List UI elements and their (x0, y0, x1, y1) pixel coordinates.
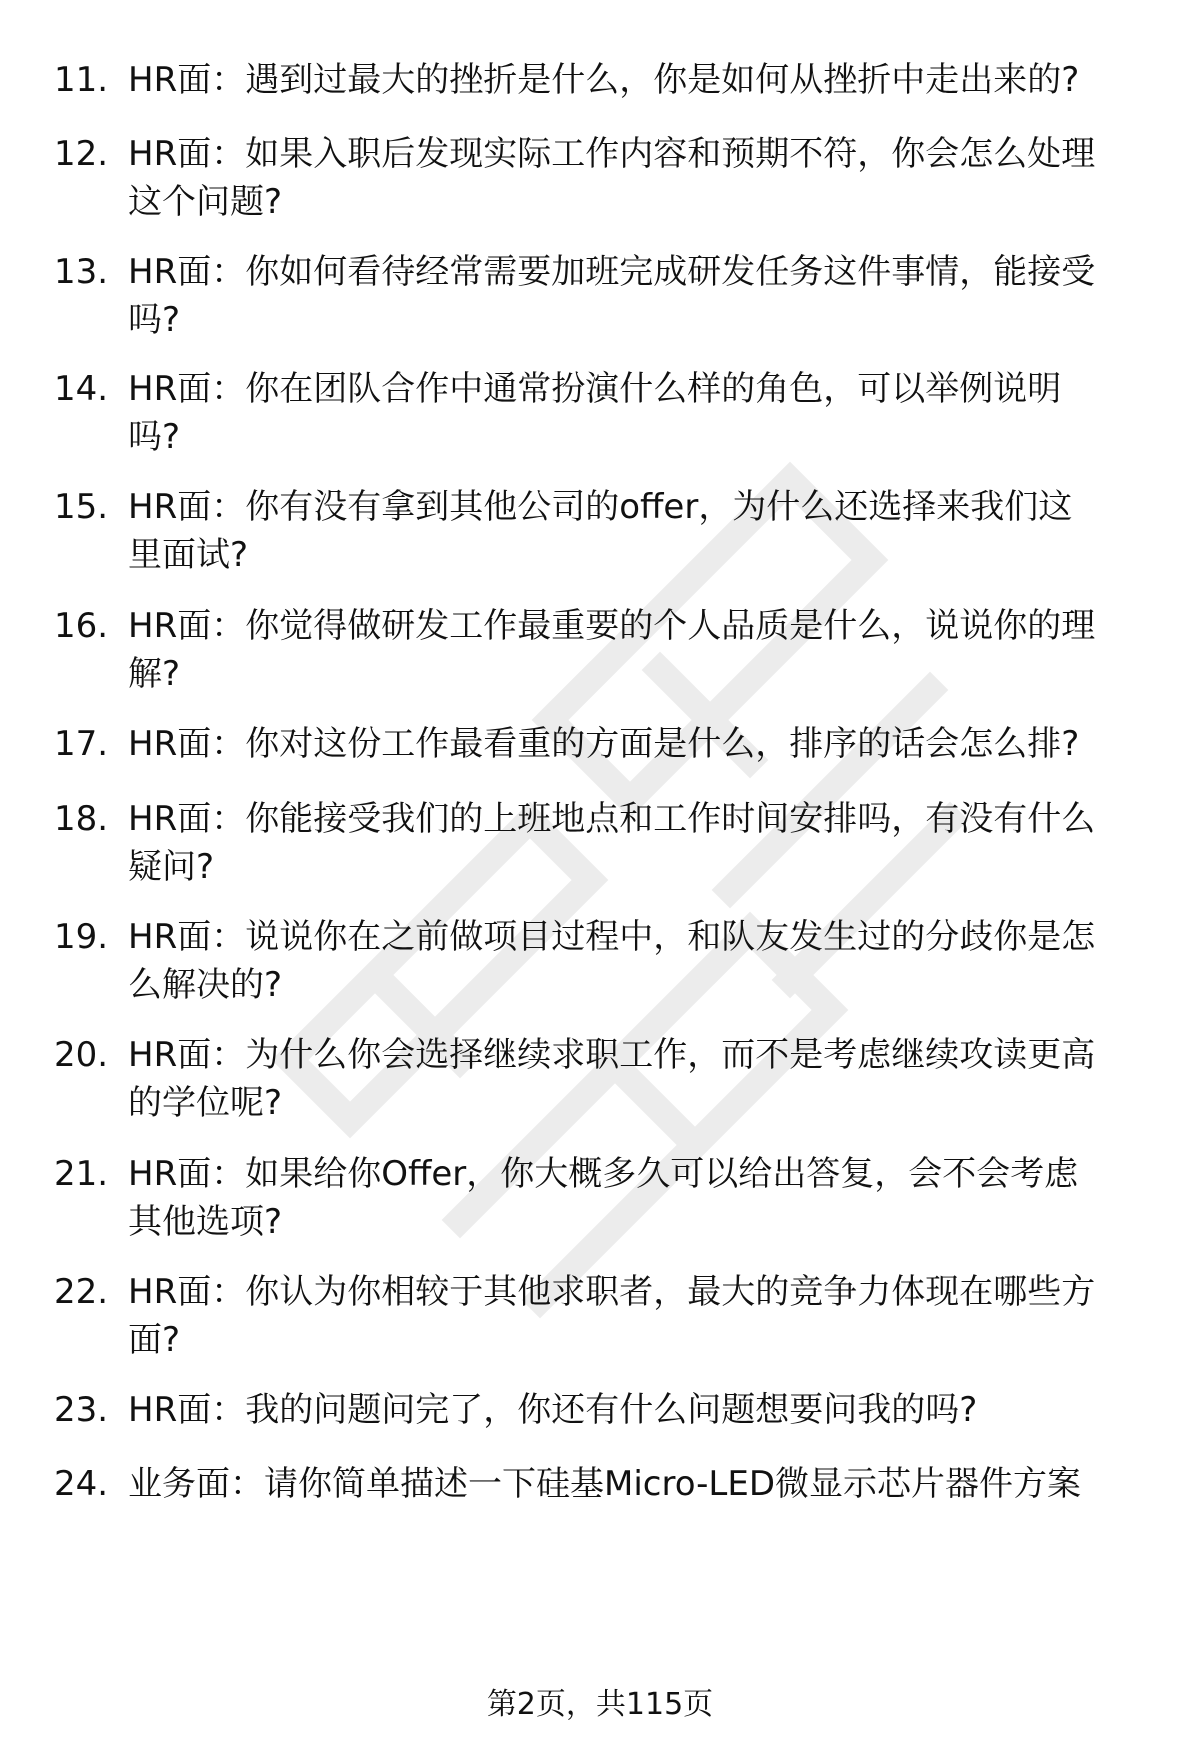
question-number: 12. (54, 134, 109, 174)
question-line: 业务面：请你简单描述一下硅基Micro-LED微显示芯片器件方案 (128, 1464, 1082, 1504)
question-number: 14. (54, 369, 109, 409)
question-line: 里面试? (128, 535, 249, 575)
question-number: 19. (54, 917, 109, 957)
question-text (128, 130, 1160, 226)
question-line: HR面：为什么你会选择继续求职工作，而不是考虑继续攻读更高 (128, 1035, 1096, 1075)
question-line: HR面：如果给你Offer，你大概多久可以给出答复，会不会考虑 (128, 1154, 1079, 1194)
question-text (128, 1386, 1160, 1434)
question-line: HR面：你认为你相较于其他求职者，最大的竞争力体现在哪些方 (128, 1272, 1096, 1312)
question-line: HR面：你在团队合作中通常扮演什么样的角色，可以举例说明 (128, 369, 1062, 409)
question-line: 解? (128, 654, 181, 694)
question-text (128, 1268, 1160, 1364)
question-line: HR面：说说你在之前做项目过程中，和队友发生过的分歧你是怎 (128, 917, 1096, 957)
question-line: 的学位呢? (128, 1083, 283, 1123)
question-text (128, 1150, 1160, 1246)
question-line: HR面：如果入职后发现实际工作内容和预期不符，你会怎么处理 (128, 134, 1096, 174)
question-text (128, 720, 1160, 768)
question-number: 18. (54, 799, 109, 839)
question-line: 其他选项? (128, 1202, 283, 1242)
question-line: HR面：你觉得做研发工作最重要的个人品质是什么，说说你的理 (128, 606, 1096, 646)
question-text (128, 56, 1160, 104)
question-text (128, 795, 1160, 891)
question-number: 15. (54, 487, 109, 527)
question-number: 22. (54, 1272, 109, 1312)
question-text (128, 1460, 1160, 1508)
question-line: 这个问题? (128, 182, 283, 222)
page-number-label: 第2页，共115页 (486, 1687, 714, 1722)
question-line: 吗? (128, 417, 181, 457)
question-text (128, 483, 1160, 579)
question-number: 16. (54, 606, 109, 646)
question-number: 20. (54, 1035, 109, 1075)
question-line: HR面：你如何看待经常需要加班完成研发任务这件事情，能接受 (128, 252, 1096, 292)
question-number: 24. (54, 1464, 109, 1504)
question-number: 23. (54, 1390, 109, 1430)
question-line: 么解决的? (128, 965, 283, 1005)
question-line: HR面：遇到过最大的挫折是什么，你是如何从挫折中走出来的? (128, 60, 1080, 100)
question-number: 21. (54, 1154, 109, 1194)
question-line: 面? (128, 1320, 181, 1360)
question-line: 疑问? (128, 847, 215, 887)
question-number: 17. (54, 724, 109, 764)
page-footer (0, 1684, 1200, 1726)
question-text (128, 248, 1160, 344)
question-line: HR面：你能接受我们的上班地点和工作时间安排吗，有没有什么 (128, 799, 1096, 839)
question-line: HR面：你对这份工作最看重的方面是什么，排序的话会怎么排? (128, 724, 1080, 764)
question-number: 13. (54, 252, 109, 292)
question-text (128, 1031, 1160, 1127)
question-text (128, 365, 1160, 461)
question-line: HR面：我的问题问完了，你还有什么问题想要问我的吗? (128, 1390, 978, 1430)
question-line: HR面：你有没有拿到其他公司的offer，为什么还选择来我们这 (128, 487, 1073, 527)
question-text (128, 602, 1160, 698)
question-text (128, 913, 1160, 1009)
question-line: 吗? (128, 300, 181, 340)
question-number: 11. (54, 60, 109, 100)
